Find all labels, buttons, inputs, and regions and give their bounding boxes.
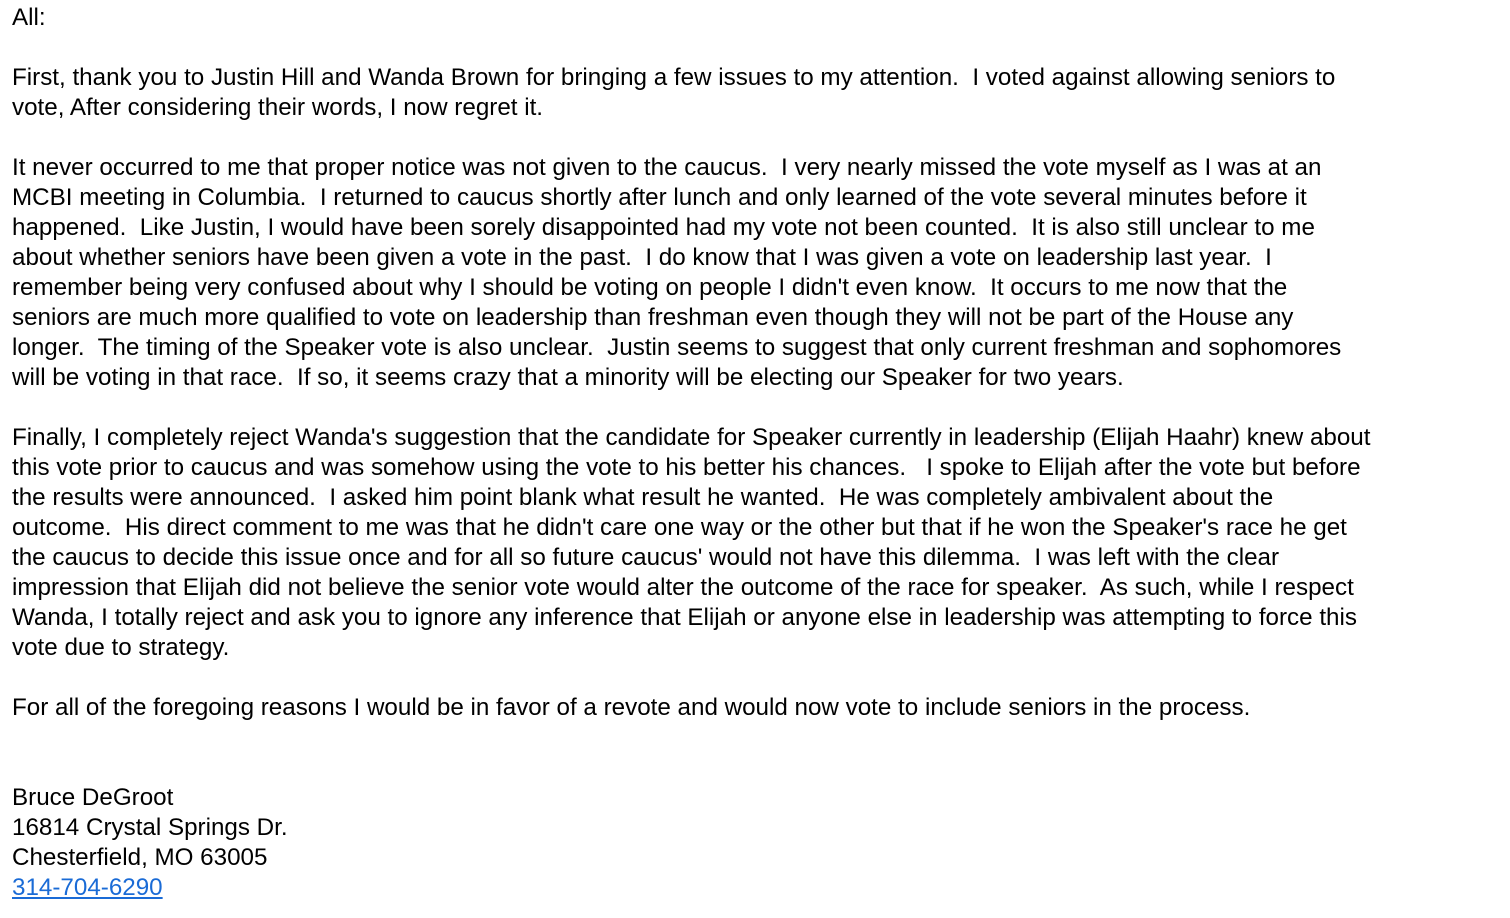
email-body [12, 3, 1502, 903]
signature-city-state-zip: Chesterfield, MO 63005 [12, 844, 268, 871]
signature-block [12, 783, 1502, 903]
salutation: All: [12, 4, 46, 31]
phone-link[interactable]: 314-704-6290 [12, 874, 163, 901]
paragraph-rejection: Finally, I completely reject Wanda's suggestion that the candidate for Speaker currently in leadership (Elijah Haahr) knew about this vote prior to caucus and was somehow using the vote to his better his chances. I spoke to Elijah after the vote but before the results were announced. I asked him point blank what result he wanted. He was completely ambivalent about the outcome. His direct comment to me was that he didn't care one way or the other but that if he won the Speaker's race he get the caucus to decide this issue once and for all so future caucus' would not have this dilemma. I was left with the clear impression that Elijah did not believe the senior vote would alter the outcome of the race for speaker. As such, while I respect Wanda, I totally reject and ask you to ignore any inference that Elijah or anyone else in leadership was attempting to force this vote due to strategy. [12, 424, 1371, 661]
paragraph-notice: It never occurred to me that proper notice was not given to the caucus. I very nearly missed the vote myself as I was at an MCBI meeting in Columbia. I returned to caucus shortly after lunch and only learned of the vote several minutes before it happened. Like Justin, I would have been sorely disappointed had my vote not been counted. It is also still unclear to me about whether seniors have been given a vote in the past. I do know that I was given a vote on leadership last year. I remember being very confused about why I should be voting on people I didn't even know. It occurs to me now that the seniors are much more qualified to vote on leadership than freshman even though they will not be part of the House any longer. The timing of the Speaker vote is also unclear. Justin seems to suggest that only current freshman and sophomores will be voting in that race. If so, it seems crazy that a minority will be electing our Speaker for two years. [12, 154, 1342, 391]
signature-street: 16814 Crystal Springs Dr. [12, 814, 288, 841]
signature-name: Bruce DeGroot [12, 784, 174, 811]
paragraph-conclusion: For all of the foregoing reasons I would be in favor of a revote and would now vote to include seniors in the process. [12, 694, 1251, 721]
paragraph-thanks: First, thank you to Justin Hill and Wanda Brown for bringing a few issues to my attention. I voted against allowing seniors to vote, After considering their words, I now regret it. [12, 64, 1336, 121]
